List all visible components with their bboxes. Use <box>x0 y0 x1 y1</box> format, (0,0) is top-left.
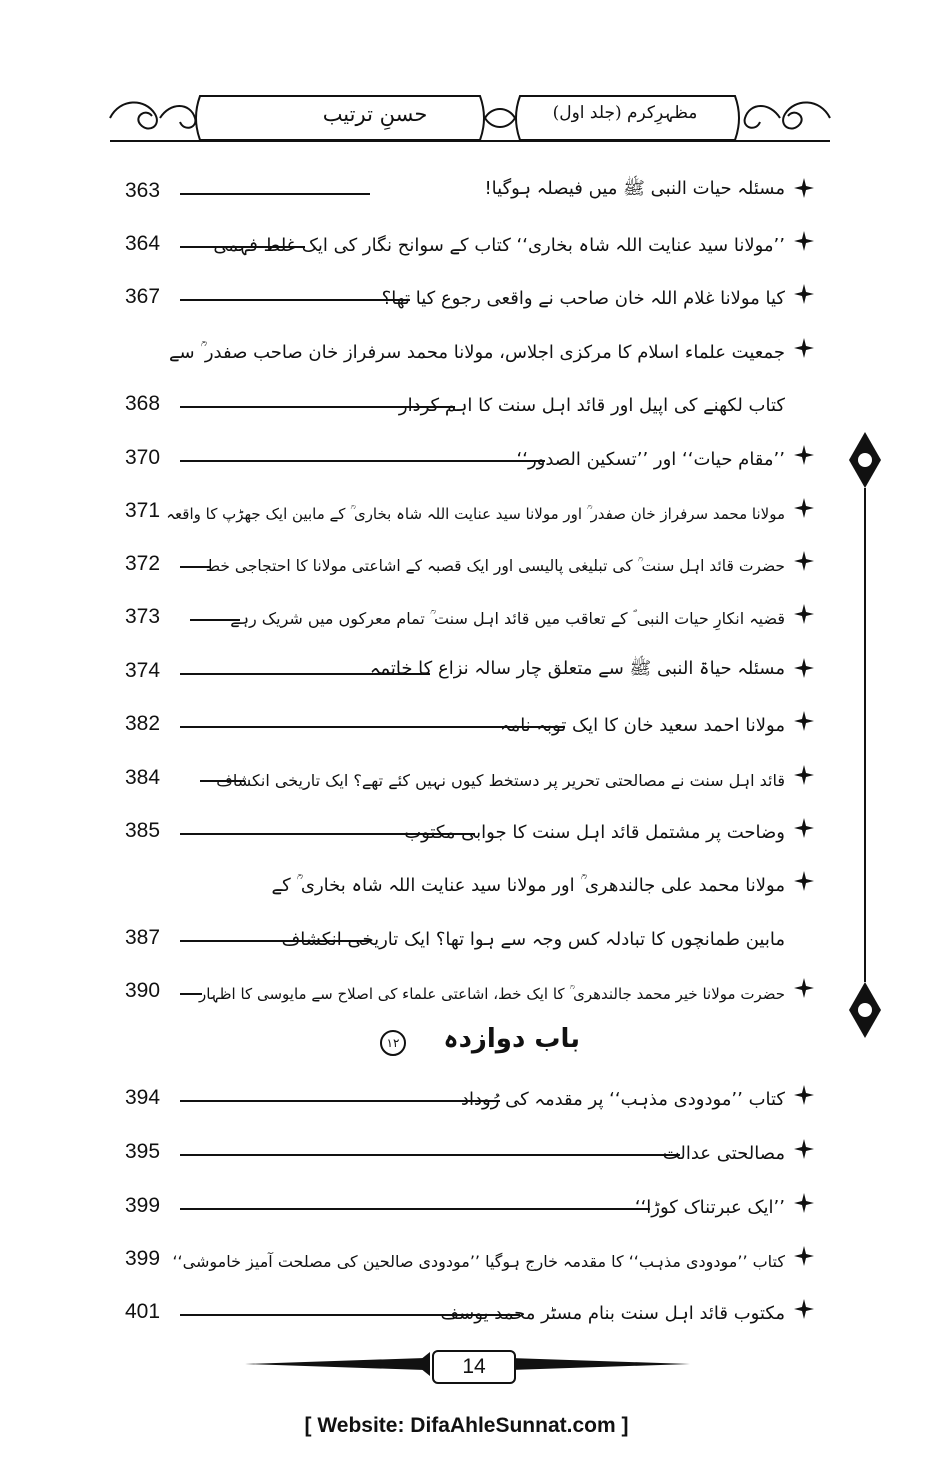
toc-entry-title: جمعیت علماء اسلام کا مرکزی اجلاس، مولانا محمد سرفراز خان صاحب صفدر ؒ سے <box>169 342 785 363</box>
toc-entry[interactable] <box>125 698 815 738</box>
toc-entry[interactable] <box>125 965 815 1005</box>
toc-entry[interactable] <box>125 858 815 898</box>
toc-entry[interactable] <box>125 1126 815 1166</box>
star-bullet-icon <box>793 1138 815 1160</box>
toc-entry-title: مولانا احمد سعید خان کا ایک توبہ نامہ <box>500 715 785 736</box>
toc-page-number: 395 <box>125 1140 161 1163</box>
star-bullet-icon <box>793 550 815 572</box>
toc-entry-title: حضرت قائد اہل سنت ؒ کی تبلیغی پالیسی اور ایک قصبہ کے اشاعتی مولانا کا احتجاجی خط <box>205 557 785 575</box>
star-bullet-icon <box>793 1084 815 1106</box>
star-bullet-icon <box>793 230 815 252</box>
toc-entry-title: مابین طمانچوں کا تبادلہ کس وجہ سے ہوا تھا؟ ایک تاریخی انکشاف <box>281 929 785 950</box>
toc-entry-title: مصالحتی عدالت <box>662 1143 785 1164</box>
star-bullet-icon <box>793 870 815 892</box>
toc-page-number: 372 <box>125 552 161 575</box>
toc-page-number: 401 <box>125 1300 161 1323</box>
toc-entry[interactable] <box>125 591 815 631</box>
toc-entry[interactable] <box>125 805 815 845</box>
chapter-title: باب دوازدہ <box>443 1024 580 1054</box>
toc-page-number: 384 <box>125 766 161 789</box>
star-bullet-icon <box>793 337 815 359</box>
toc-page-number: 399 <box>125 1194 161 1217</box>
toc-entry[interactable] <box>125 325 815 365</box>
star-bullet-icon <box>793 710 815 732</box>
toc-entry[interactable] <box>125 432 815 472</box>
toc-entry-title: حضرت مولانا خیر محمد جالندھری ؒ کا ایک خط، اشاعتی علماء کی اصلاح سے مایوسی کا اظہار <box>199 985 785 1003</box>
toc-entry-title: وضاحت پر مشتمل قائد اہل سنت کا جوابی مکتوب <box>404 822 785 843</box>
star-bullet-icon <box>793 977 815 999</box>
chapter-number-badge: ۱۲ <box>380 1030 406 1056</box>
star-bullet-icon <box>793 1298 815 1320</box>
toc-entry-continuation[interactable] <box>125 912 815 952</box>
dotted-leader <box>180 460 545 462</box>
star-bullet-icon <box>793 497 815 519</box>
chapter-heading <box>380 1020 580 1064</box>
star-bullet-icon <box>793 764 815 786</box>
toc-page-number: 385 <box>125 819 161 842</box>
star-bullet-icon <box>793 603 815 625</box>
dotted-leader <box>180 299 410 301</box>
star-bullet-icon <box>793 177 815 199</box>
toc-page-number: 363 <box>125 179 161 202</box>
dotted-leader <box>180 193 370 195</box>
page-number: 14 <box>432 1350 516 1384</box>
toc-entry[interactable] <box>125 1233 815 1273</box>
toc-entry[interactable] <box>125 752 815 792</box>
page-header <box>100 92 840 144</box>
star-bullet-icon <box>793 657 815 679</box>
toc-entry-title: قائد اہل سنت نے مصالحتی تحریر پر دستخط کیوں نہیں کئے تھے؟ ایک تاریخی انکشاف <box>216 771 785 790</box>
toc-entry-title: مسئلہ حیات النبی ﷺ میں فیصلہ ہوگیا! <box>484 178 785 199</box>
toc-page-number: 399 <box>125 1247 161 1270</box>
toc-entry[interactable] <box>125 165 815 205</box>
toc-entry-title: کتاب ’’مودودی مذہب‘‘ کا مقدمہ خارج ہوگیا ’’مودودی صالحین کی مصلحت آمیز خاموشی‘‘ <box>172 1252 785 1271</box>
toc-entry-title: مولانا محمد سرفراز خان صفدر ؒ اور مولانا سید عنایت اللہ شاہ بخاری ؒ کے مابین ایک جھڑپ کا واقعہ <box>166 505 785 523</box>
toc-page-number: 394 <box>125 1086 161 1109</box>
toc-entry[interactable] <box>125 218 815 258</box>
toc-page-number: 367 <box>125 285 161 308</box>
side-ornament <box>845 430 885 1040</box>
toc-entry-title: ’’مقام حیات‘‘ اور ’’تسکین الصدور‘‘ <box>516 449 785 470</box>
toc-entry-title: کتاب لکھنے کی اپیل اور قائد اہل سنت کا اہم کردار <box>398 395 785 416</box>
toc-entry-title: ’’ایک عبرتناک کوڑا‘‘ <box>634 1197 785 1218</box>
toc-page-number: 374 <box>125 659 161 682</box>
toc-page-number: 364 <box>125 232 161 255</box>
toc-entry[interactable] <box>125 1072 815 1112</box>
toc-page-number: 382 <box>125 712 161 735</box>
toc-page-number: 370 <box>125 446 161 469</box>
toc-entry[interactable] <box>125 485 815 525</box>
toc-page-number: 371 <box>125 499 161 522</box>
toc-page-number: 368 <box>125 392 161 415</box>
toc-entry-title: کیا مولانا غلام اللہ خان صاحب نے واقعی رجوع کیا تھا؟ <box>381 288 785 309</box>
header-book-title: مظہرِکرم (جلد اول) <box>552 103 698 123</box>
header-ornament <box>100 92 840 144</box>
toc-page-number: 390 <box>125 979 161 1002</box>
dotted-leader <box>180 1100 500 1102</box>
toc-entry-title: کتاب ’’مودودی مذہب‘‘ پر مقدمہ کی رُوداد <box>460 1089 785 1110</box>
toc-entry-title: مولانا محمد علی جالندھری ؒ اور مولانا سید عنایت اللہ شاہ بخاری ؒ کے <box>271 875 785 896</box>
toc-entry-continuation[interactable] <box>125 378 815 418</box>
toc-entry[interactable] <box>125 538 815 578</box>
website-footer[interactable]: [ Website: DifaAhleSunnat.com ] <box>304 1414 629 1437</box>
dotted-leader <box>180 1208 650 1210</box>
toc-entry-title: مسئلہ حیاۃ النبی ﷺ سے متعلق چار سالہ نزاع کا خاتمہ <box>369 658 785 679</box>
toc-entry-title: ’’مولانا سید عنایت اللہ شاہ بخاری‘‘ کتاب کے سوانح نگار کی ایک غلط فہمی <box>213 235 785 256</box>
star-bullet-icon <box>793 444 815 466</box>
dotted-leader <box>180 1154 680 1156</box>
toc-entry[interactable] <box>125 645 815 685</box>
toc-entry-title: مکتوب قائد اہل سنت بنام مسٹر محمد یوسف <box>440 1303 785 1324</box>
toc-entry-title: قضیہ انکارِ حیات النبی ؐ کے تعاقب میں قائد اہل سنت ؒ تمام معرکوں میں شریک رہے <box>230 609 785 628</box>
toc-entry[interactable] <box>125 1180 815 1220</box>
toc-page-number: 387 <box>125 926 161 949</box>
toc-entry[interactable] <box>125 271 815 311</box>
toc-entry[interactable] <box>125 1286 815 1326</box>
star-bullet-icon <box>793 817 815 839</box>
header-title: حسنِ ترتیب <box>322 102 428 126</box>
star-bullet-icon <box>793 1192 815 1214</box>
star-bullet-icon <box>793 1245 815 1267</box>
toc-page-number: 373 <box>125 605 161 628</box>
star-bullet-icon <box>793 283 815 305</box>
